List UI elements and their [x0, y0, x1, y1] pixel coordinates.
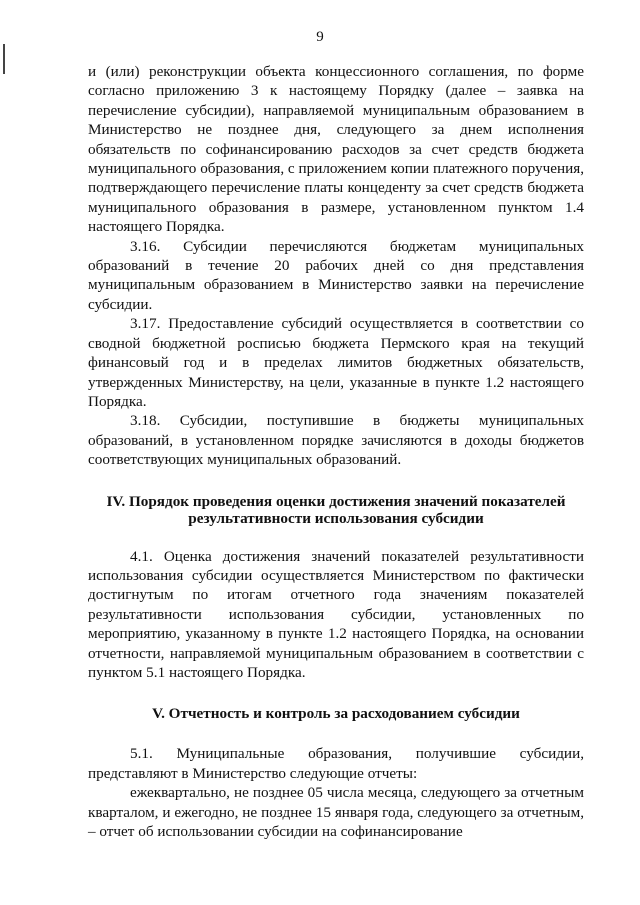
paragraph-3-16: 3.16. Субсидии перечисляются бюджетам муниципальных образований в течение 20 рабочих дней со дня представления муниципальным образованием в Министерство заявки на перечисление субсидии. — [88, 237, 584, 313]
page-number: 9 — [316, 29, 324, 45]
paragraph-3-17: 3.17. Предоставление субсидий осуществляется в соответствии со сводной бюджетной росписью бюджета Пермского края на текущий финансовый год и в пределах лимитов бюджетных обязательств, утвержденных Министерству, на цели, указанные в пункте 1.2 настоящего Порядка. — [88, 315, 584, 410]
document-body — [88, 62, 584, 841]
paragraph-3-18: 3.18. Субсидии, поступившие в бюджеты муниципальных образований, в установленном порядке зачисляются в доходы бюджетов соответствующих муниципальных образований. — [88, 412, 584, 469]
paragraph-4-1: 4.1. Оценка достижения значений показателей результативности использования субсидии осуществляется Министерством по фактически достигнутым по итогам отчетного года значениям показателей результативности использования субсидии, установленных по мероприятию, указанному в пункте 1.2 настоящего Порядка, на основании отчетности, направляемой муниципальным образованием в соответствии с пунктом 5.1 настоящего Порядка. — [88, 547, 584, 681]
section-4-heading-line-2: результативности использования субсидии — [188, 509, 484, 527]
paragraph-continuation: и (или) реконструкции объекта концессионного соглашения, по форме согласно приложению 3 к настоящему Порядку (далее – заявка на перечисление субсидии), направляемой муниципальным образованием в Министерство не позднее дня, следующего за днем исполнения обязательств по софинансированию расходов за счет средств бюджета муниципального образования, с приложением копии платежного поручения, подтверждающего перечисление платы концеденту за счет средств бюджета муниципального образования в размере, установленном пунктом 1.4 настоящего Порядка. — [88, 63, 584, 236]
section-4-heading-line-1: IV. Порядок проведения оценки достижения значений показателей — [106, 492, 566, 510]
section-4-heading — [88, 493, 584, 527]
section-5-heading: V. Отчетность и контроль за расходованием субсидии — [152, 705, 520, 723]
margin-scan-mark — [3, 44, 5, 74]
paragraph-5-1: 5.1. Муниципальные образования, получившие субсидии, представляют в Министерство следующие отчеты: — [88, 745, 584, 782]
paragraph-5-1-quarterly: ежеквартально, не позднее 05 числа месяца, следующего за отчетным кварталом, и ежегодно, не позднее 15 января года, следующего за отчетным, – отчет об использовании субсидии на софинансирование — [88, 784, 584, 840]
